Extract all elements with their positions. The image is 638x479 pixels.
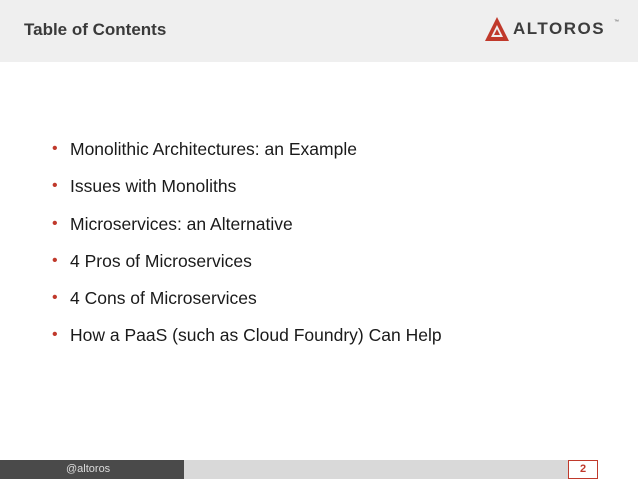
- footer-gray-band: [184, 460, 568, 479]
- toc-item-text: 4 Cons of Microservices: [70, 288, 257, 309]
- toc-item-text: 4 Pros of Microservices: [70, 250, 252, 271]
- bullet-icon: •: [52, 289, 58, 307]
- slide-footer: [0, 460, 638, 479]
- toc-item-text: Microservices: an Alternative: [70, 213, 293, 234]
- bullet-icon: •: [52, 326, 58, 344]
- altoros-logo-icon: [484, 16, 510, 42]
- toc-item-text: How a PaaS (such as Cloud Foundry) Can Help: [70, 325, 442, 346]
- toc-item: [52, 250, 442, 287]
- bullet-icon: •: [52, 177, 58, 195]
- toc-item: [52, 324, 442, 361]
- toc-item: [52, 138, 442, 175]
- slide-title: Table of Contents: [24, 20, 167, 39]
- slide-header: [0, 0, 638, 62]
- footer-handle: @altoros: [66, 463, 111, 475]
- toc-list: [52, 138, 442, 362]
- altoros-logo: [484, 16, 624, 44]
- bullet-icon: •: [52, 214, 58, 232]
- toc-item: [52, 287, 442, 324]
- bullet-icon: •: [52, 140, 58, 157]
- toc-item-text: Monolithic Architectures: an Example: [70, 139, 357, 159]
- toc-item: [52, 213, 442, 250]
- page-number: 2: [568, 460, 598, 479]
- logo-trademark: ™: [614, 19, 619, 25]
- bullet-icon: •: [52, 251, 58, 269]
- toc-item-text: Issues with Monoliths: [70, 176, 237, 197]
- toc-item: [52, 175, 442, 212]
- footer-dark-band: [0, 460, 184, 479]
- logo-text: ALTOROS: [513, 19, 606, 38]
